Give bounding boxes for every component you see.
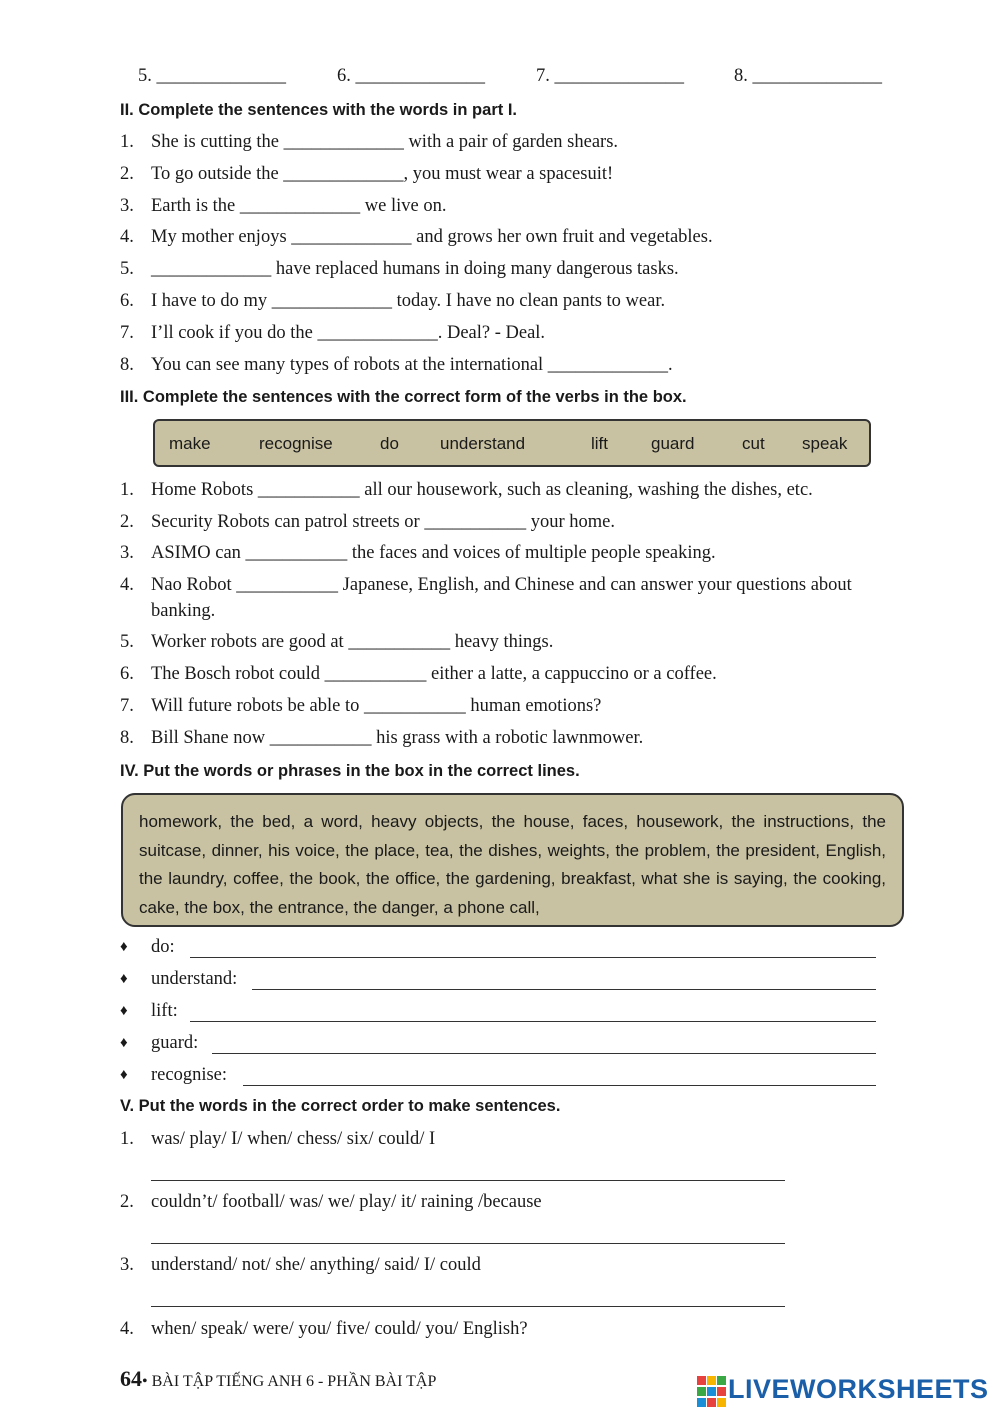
section-4-heading: IV. Put the words or phrases in the box in the correct lines. [120,762,580,780]
section-2-item[interactable]: My mother enjoys _____________ and grows her own fruit and vegetables. [151,227,713,247]
diamond-bullet-icon: ♦ [120,939,128,955]
book-title: • BÀI TẬP TIẾNG ANH 6 - PHẦN BÀI TẬP [142,1373,437,1390]
section-3-item[interactable]: The Bosch robot could ___________ either a latte, a cappuccino or a coffee. [151,664,717,684]
section-2-item-number: 1. [120,132,134,152]
section-5-item: couldn’t/ football/ was/ we/ play/ it/ raining /because [151,1192,542,1212]
verb-word: do [380,434,399,453]
verb-word: speak [802,434,848,453]
liveworksheets-logo-text: LIVEWORKSHEETS [728,1374,989,1404]
section-5-heading: V. Put the words in the correct order to make sentences. [120,1097,561,1115]
word-bank-box [121,793,904,927]
section-2-item-number: 4. [120,227,134,247]
section-3-item[interactable]: ASIMO can ___________ the faces and voices of multiple people speaking. [151,543,716,563]
section-3-item[interactable]: Worker robots are good at ___________ heavy things. [151,632,554,652]
verb-word: cut [742,434,765,453]
section-4-line-label: understand: [151,969,238,989]
section-2-item[interactable]: I have to do my _____________ today. I have no clean pants to wear. [151,291,666,311]
section-2-item[interactable]: To go outside the _____________, you must wear a spacesuit! [151,164,614,184]
section-5-item-number: 2. [120,1192,134,1212]
section-3-item-number: 1. [120,480,134,500]
verb-word: guard [651,434,695,453]
answer-line[interactable] [212,1053,876,1054]
section-2-item-number: 7. [120,323,134,343]
diamond-bullet-icon: ♦ [120,971,128,987]
page-number: 64 [120,1366,142,1391]
section-4-line-label: lift: [151,1001,178,1021]
verb-box [153,419,871,467]
section-2-heading: II. Complete the sentences with the words in part I. [120,101,517,119]
section-2-item-number: 6. [120,291,134,311]
section-2-item-number: 3. [120,196,134,216]
section-5-item: when/ speak/ were/ you/ five/ could/ you/ English? [151,1319,528,1339]
section-4-line-label: recognise: [151,1065,228,1085]
section-3-item-number: 7. [120,696,134,716]
footer [120,1366,436,1392]
verb-word: recognise [259,434,333,453]
liveworksheets-logo-icon [697,1376,727,1408]
verb-word: lift [591,434,608,453]
section-3-item[interactable]: Will future robots be able to ___________ human emotions? [151,696,602,716]
section-2-item-number: 8. [120,355,134,375]
blank-6[interactable]: 6. ______________ [337,66,485,86]
section-2-item[interactable]: _____________ have replaced humans in doing many dangerous tasks. [151,259,679,279]
answer-line[interactable] [151,1243,785,1244]
blank-8[interactable]: 8. ______________ [734,66,882,86]
section-3-item[interactable]: Bill Shane now ___________ his grass with a robotic lawnmower. [151,728,644,748]
answer-line[interactable] [190,957,876,958]
answer-line[interactable] [151,1180,785,1181]
answer-line[interactable] [252,989,876,990]
answer-line[interactable] [151,1306,785,1307]
answer-line[interactable] [243,1085,876,1086]
section-5-item: was/ play/ I/ when/ chess/ six/ could/ I [151,1129,436,1149]
section-2-item[interactable]: She is cutting the _____________ with a pair of garden shears. [151,132,619,152]
section-4-line-label: guard: [151,1033,199,1053]
section-3-item-number: 3. [120,543,134,563]
blank-7[interactable]: 7. ______________ [536,66,684,86]
section-3-item-number: 5. [120,632,134,652]
section-5-item-number: 1. [120,1129,134,1149]
section-3-item[interactable]: Nao Robot ___________ Japanese, English, and Chinese and can answer your questions about [151,575,852,595]
diamond-bullet-icon: ♦ [120,1035,128,1051]
section-4-line-label: do: [151,937,175,957]
section-2-item-number: 2. [120,164,134,184]
section-3-item-number: 6. [120,664,134,684]
diamond-bullet-icon: ♦ [120,1003,128,1019]
diamond-bullet-icon: ♦ [120,1067,128,1083]
section-5-item: understand/ not/ she/ anything/ said/ I/ could [151,1255,481,1275]
section-3-item-number: 4. [120,575,134,595]
blank-5[interactable]: 5. ______________ [138,66,286,86]
section-3-item-continuation: banking. [151,601,216,621]
verb-word: make [169,434,211,453]
section-2-item-number: 5. [120,259,134,279]
section-5-item-number: 4. [120,1319,134,1339]
section-3-item[interactable]: Security Robots can patrol streets or ___________ your home. [151,512,615,532]
section-3-item-number: 8. [120,728,134,748]
answer-line[interactable] [190,1021,876,1022]
section-3-item[interactable]: Home Robots ___________ all our housework, such as cleaning, washing the dishes, etc. [151,480,813,500]
word-bank-text: homework, the bed, a word, heavy objects, the house, faces, housework, the instructions, the suitcase, dinner, his voice, the place, tea, the dishes, weights, the problem, the president, English, the laundry, coffee, the book, the office, the gardening, breakfast, what she is saying, the cooking, cake, the box, the entrance, the danger, a phone call, [139,812,886,917]
section-2-item[interactable]: I’ll cook if you do the _____________. Deal? - Deal. [151,323,546,343]
verb-word: understand [440,434,526,453]
section-3-item-number: 2. [120,512,134,532]
section-2-item[interactable]: Earth is the _____________ we live on. [151,196,447,216]
section-2-item[interactable]: You can see many types of robots at the international _____________. [151,355,673,375]
section-3-heading: III. Complete the sentences with the correct form of the verbs in the box. [120,388,687,406]
section-5-item-number: 3. [120,1255,134,1275]
